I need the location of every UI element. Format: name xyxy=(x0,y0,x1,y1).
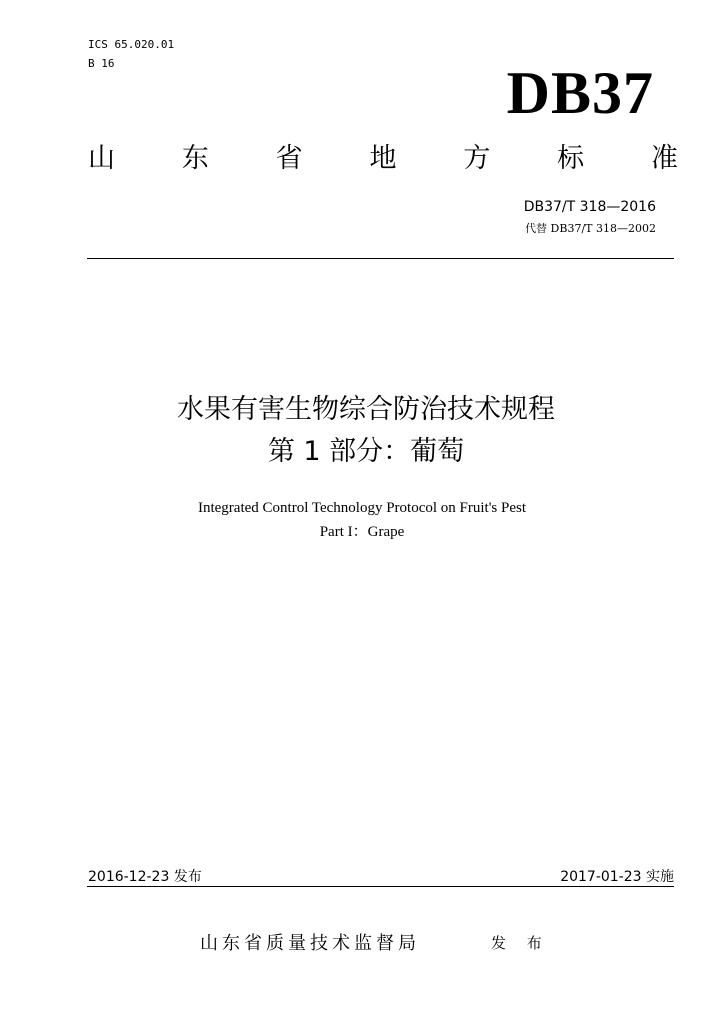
standard-type-char: 山 xyxy=(88,143,115,174)
db-code-logo: DB37 xyxy=(506,60,654,126)
footer-divider xyxy=(87,886,674,887)
issuing-authority: 山东省质量技术监督局 xyxy=(200,933,420,954)
issue-date: 2016-12-23 发布 xyxy=(88,869,202,885)
standard-type-char: 方 xyxy=(463,143,491,174)
standard-type-char: 地 xyxy=(369,143,397,174)
ccs-code: B 16 xyxy=(88,57,115,70)
document-title-en: Integrated Control Technology Protocol on Fruit's Pest xyxy=(197,500,526,516)
standard-type-char: 标 xyxy=(557,143,585,174)
standard-number: DB37/T 318—2016 xyxy=(523,199,656,215)
document-subtitle-cn: 第 1 部分：葡萄 xyxy=(267,436,465,467)
document-subtitle-en: Part I：Grape xyxy=(319,524,405,540)
ics-code: ICS 65.020.01 xyxy=(88,38,175,51)
replaces-standard: 代替 DB37/T 318—2002 xyxy=(525,222,656,235)
standard-type-title xyxy=(88,143,678,175)
standard-type-char: 东 xyxy=(181,143,209,174)
standard-type-char: 准 xyxy=(650,143,678,174)
publish-label: 发 布 xyxy=(491,934,550,952)
header-divider xyxy=(87,258,674,259)
implement-date: 2017-01-23 实施 xyxy=(560,869,674,885)
document-title-cn: 水果有害生物综合防治技术规程 xyxy=(177,394,555,425)
standard-type-char: 省 xyxy=(275,143,303,174)
